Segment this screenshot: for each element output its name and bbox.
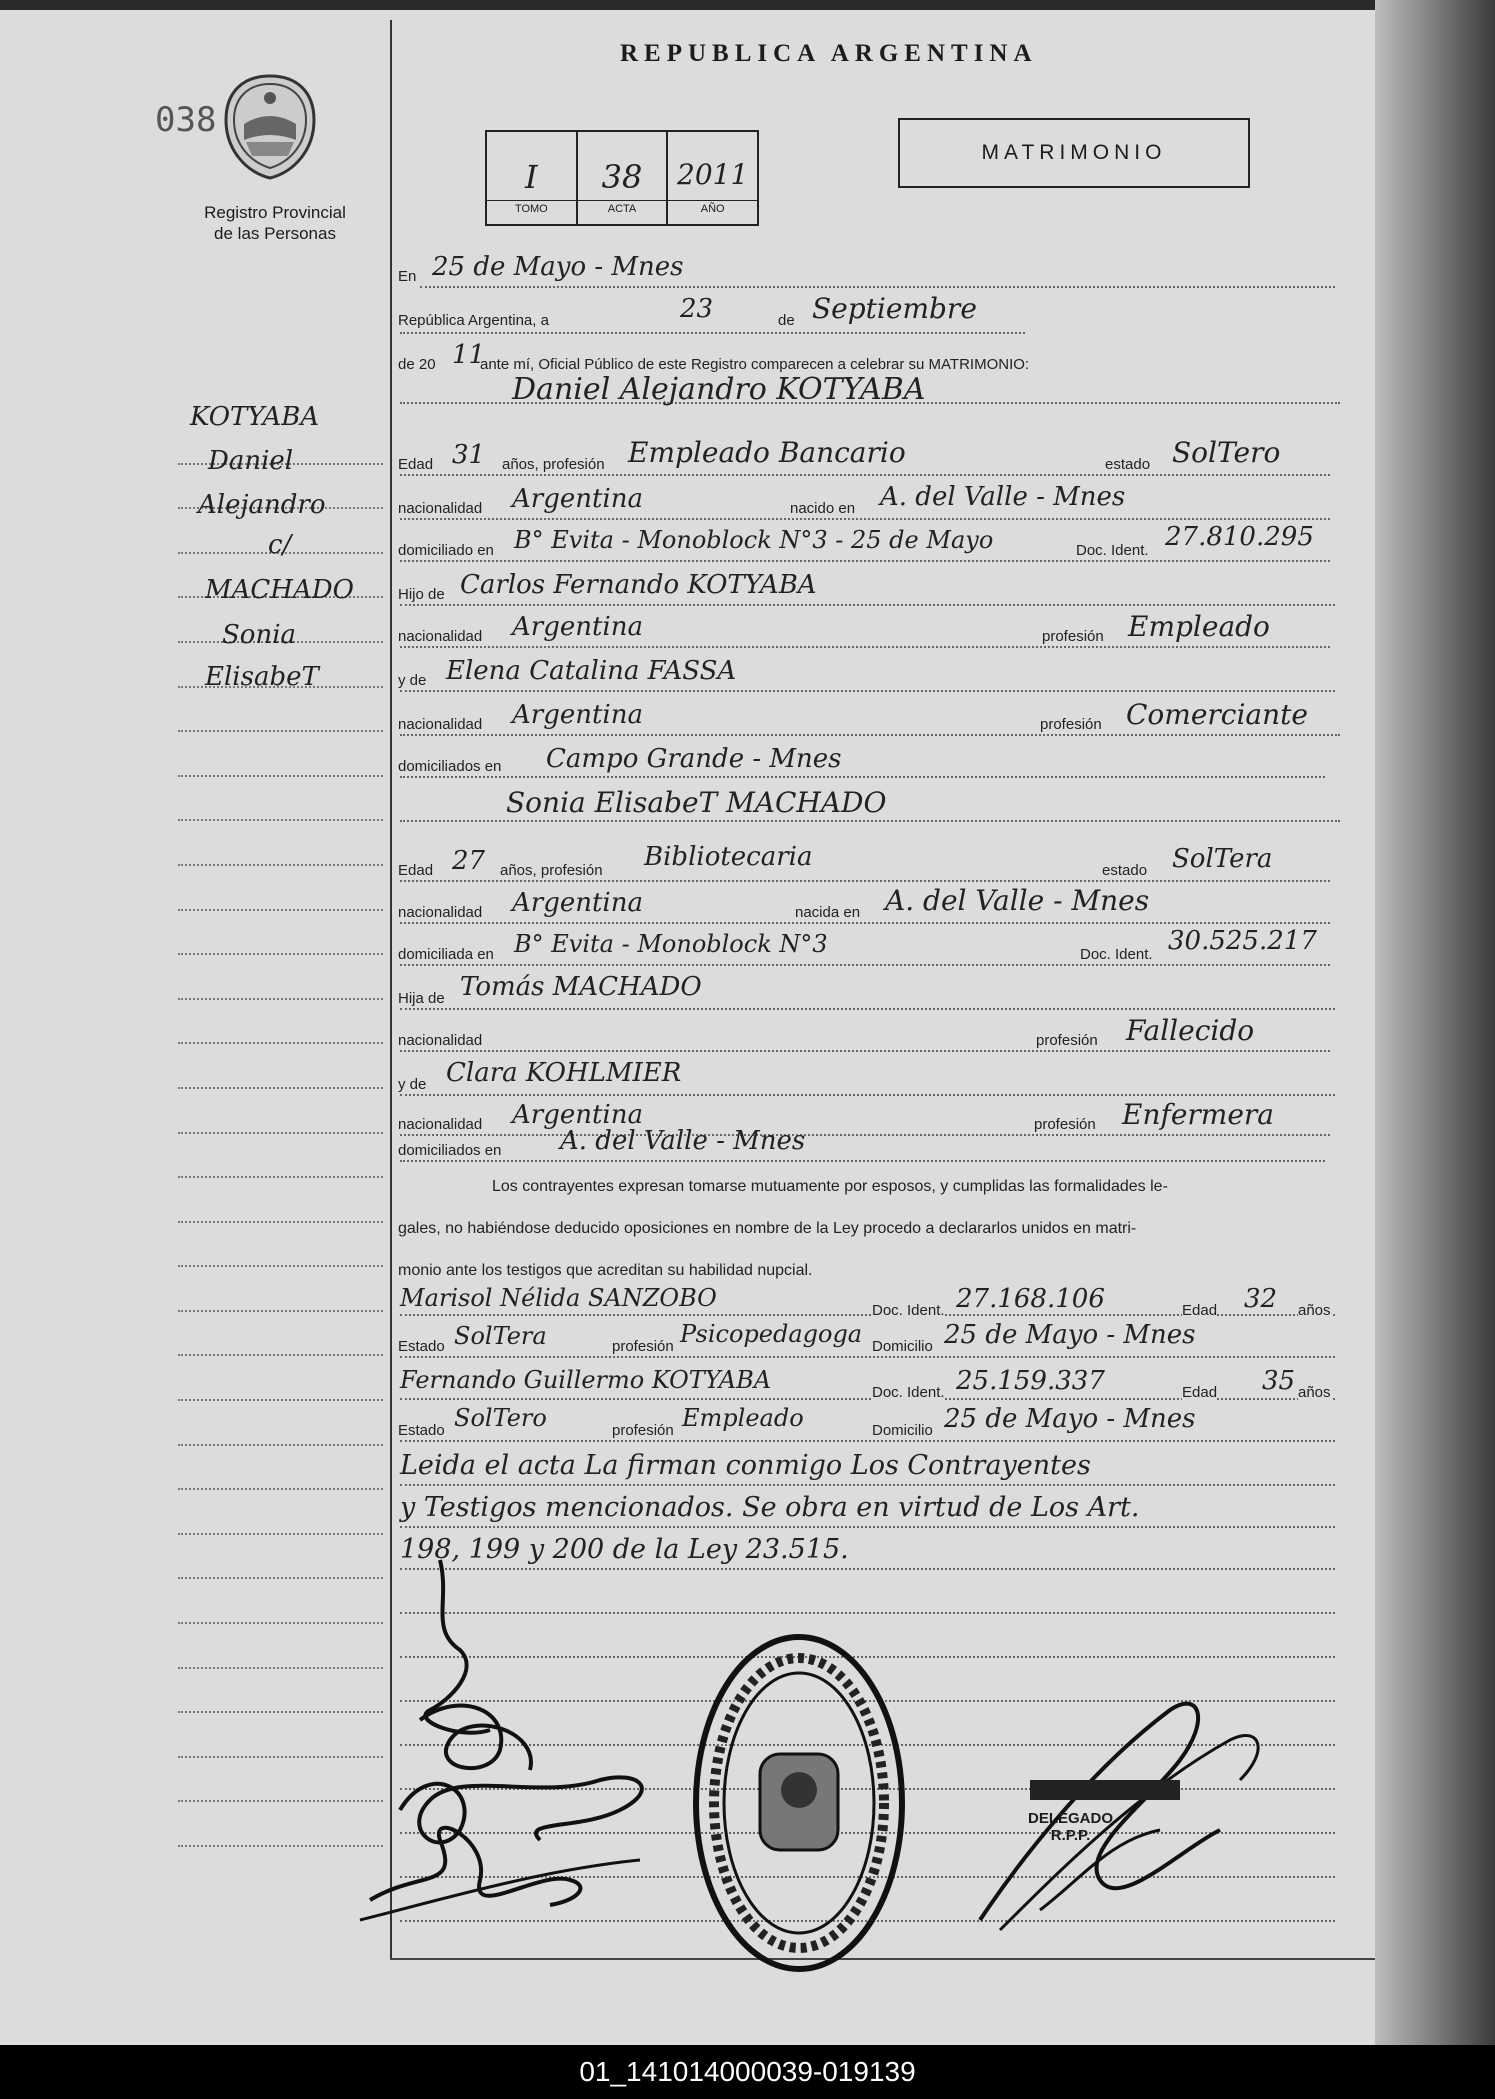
- witness2-name: Fernando Guillermo KOTYABA: [400, 1366, 772, 1394]
- witness2-doc-label: Doc. Ident.: [872, 1384, 945, 1401]
- witness1-name: Marisol Nélida SANZOBO: [400, 1284, 717, 1312]
- ano-value: 2011: [677, 158, 749, 191]
- scan-id: 01_141014000039-019139: [579, 2056, 916, 2087]
- witness2-domicilio: 25 de Mayo - Mnes: [944, 1404, 1196, 1434]
- book-edge: [1375, 0, 1495, 2045]
- year-suffix: 11: [452, 340, 486, 370]
- groom-profesion-label: años, profesión: [502, 456, 605, 473]
- bride-nacida: A. del Valle - Mnes: [885, 884, 1150, 917]
- groom-estado: SolTero: [1172, 436, 1281, 469]
- closing-line-1: Leida el acta La firman conmigo Los Contrayentes: [400, 1450, 1091, 1481]
- tomo-value: I: [525, 158, 538, 196]
- groom-padre-nac: Argentina: [512, 612, 643, 642]
- republica-label: República Argentina, a: [398, 312, 553, 329]
- top-edge: [0, 0, 1375, 10]
- groom-doc-label: Doc. Ident.: [1076, 542, 1149, 559]
- year-prefix: de 20: [398, 356, 436, 373]
- groom-madre-prof-label: profesión: [1040, 716, 1102, 733]
- record-type-box: [898, 118, 1250, 188]
- delegado-title: DELEGADO: [1028, 1810, 1114, 1827]
- delegado-label: [1028, 1810, 1113, 1844]
- groom-doms-label: domiciliados en: [398, 758, 502, 775]
- record-number-box: [485, 130, 759, 226]
- margin-separator: c/: [268, 530, 292, 560]
- groom-madre-nac: Argentina: [512, 700, 643, 730]
- witness2-profesion: Empleado: [682, 1404, 804, 1432]
- bride-profesion-label: años, profesión: [500, 862, 603, 879]
- bride-doc-label: Doc. Ident.: [1080, 946, 1153, 963]
- groom-edad-label: Edad: [398, 456, 434, 473]
- bride-madre: Clara KOHLMIER: [446, 1058, 682, 1088]
- witness1-prof-label: profesión: [612, 1338, 674, 1355]
- witness1-edad: 32: [1244, 1284, 1278, 1314]
- groom-padre-nac-label: nacionalidad: [398, 628, 483, 645]
- registry-name: Registro Provincial de las Personas: [204, 203, 346, 243]
- witness1-doc-label: Doc. Ident.: [872, 1302, 945, 1319]
- bride-padre-prof-label: profesión: [1036, 1032, 1098, 1049]
- signature-contrayentes-icon: [340, 1540, 680, 1940]
- groom-dom-label: domiciliado en: [398, 542, 494, 559]
- groom-nacido: A. del Valle - Mnes: [880, 482, 1126, 512]
- bride-madre-prof-label: profesión: [1034, 1116, 1096, 1133]
- bride-hija-label: Hija de: [398, 990, 445, 1007]
- ano-label: AÑO: [668, 200, 757, 215]
- provincial-seal-icon: [222, 72, 318, 182]
- declaration-line-3: monio ante los testigos que acreditan su habilidad nupcial.: [398, 1262, 813, 1279]
- bride-yde-label: y de: [398, 1076, 427, 1093]
- closing-line-3: 198, 199 y 200 de la Ley 23.515.: [400, 1534, 849, 1565]
- witness1-profesion: Psicopedagoga: [680, 1320, 863, 1348]
- witness2-doc: 25.159.337: [956, 1366, 1105, 1396]
- bride-doms-label: domiciliados en: [398, 1142, 502, 1159]
- statement-text: ante mí, Oficial Público de este Registro comparecen a celebrar su MATRIMONIO:: [480, 356, 1030, 373]
- witness1-estado: SolTera: [454, 1322, 547, 1350]
- bride-estado-label: estado: [1102, 862, 1148, 879]
- groom-madre-nac-label: nacionalidad: [398, 716, 483, 733]
- en-label: En: [398, 268, 417, 285]
- groom-nac-label: nacionalidad: [398, 500, 483, 517]
- bride-padre-prof: Fallecido: [1126, 1014, 1255, 1047]
- groom-padre-prof: Empleado: [1128, 610, 1270, 643]
- declaration-line-1: Los contrayentes expresan tomarse mutuamente por esposos, y cumplidas las formalidades le-: [492, 1178, 1168, 1195]
- bride-edad-label: Edad: [398, 862, 434, 879]
- witness1-dom-label: Domicilio: [872, 1338, 933, 1355]
- month-value: Septiembre: [812, 292, 977, 325]
- groom-padre-prof-label: profesión: [1042, 628, 1104, 645]
- acta-cell: [578, 132, 669, 224]
- closing-line-2: y Testigos mencionados. Se obra en virtud de Los Art.: [400, 1492, 1140, 1523]
- acta-value: 38: [601, 158, 643, 196]
- tomo-label: TOMO: [487, 200, 576, 215]
- de-label: de: [778, 312, 795, 329]
- witness2-estado: SolTero: [454, 1404, 547, 1432]
- record-type: MATRIMONIO: [981, 141, 1167, 164]
- bride-domicilio: B° Evita - Monoblock N°3: [514, 930, 828, 958]
- witness1-edad-label: Edad: [1182, 1302, 1218, 1319]
- place-value: 25 de Mayo - Mnes: [432, 252, 684, 282]
- bride-profesion: Bibliotecaria: [644, 842, 813, 872]
- groom-profesion: Empleado Bancario: [628, 436, 906, 469]
- groom-edad: 31: [452, 440, 486, 470]
- margin-name-groom-1: Daniel: [208, 446, 294, 476]
- scan-id-bar: [0, 2045, 1495, 2099]
- groom-padre: Carlos Fernando KOTYABA: [460, 570, 817, 600]
- witness2-anos-label: años: [1298, 1384, 1331, 1401]
- bride-nacionalidad: Argentina: [512, 888, 643, 918]
- bride-padres-dom: A. del Valle - Mnes: [560, 1126, 806, 1156]
- witness2-edad: 35: [1262, 1366, 1296, 1396]
- bride-edad: 27: [452, 846, 486, 876]
- witness2-edad-label: Edad: [1182, 1384, 1218, 1401]
- bride-padre: Tomás MACHADO: [460, 972, 702, 1002]
- acta-label: ACTA: [578, 200, 667, 215]
- bride-estado: SolTera: [1172, 844, 1273, 874]
- ano-cell: [668, 132, 757, 224]
- margin-name-groom-2: Alejandro: [198, 490, 326, 520]
- witness2-estado-label: Estado: [398, 1422, 445, 1439]
- registry-stamp-icon: [692, 1632, 906, 1974]
- witness1-anos-label: años: [1298, 1302, 1331, 1319]
- groom-yde-label: y de: [398, 672, 427, 689]
- declaration-line-2: gales, no habiéndose deducido oposiciones en nombre de la Ley procedo a declararlos unidos en matri-: [398, 1220, 1137, 1237]
- groom-nacionalidad: Argentina: [512, 484, 643, 514]
- groom-nacido-label: nacido en: [790, 500, 856, 517]
- bride-doc: 30.525.217: [1168, 926, 1317, 956]
- witness1-doc: 27.168.106: [956, 1284, 1105, 1314]
- groom-madre: Elena Catalina FASSA: [446, 656, 737, 686]
- tomo-cell: [487, 132, 578, 224]
- folio-number: 038: [155, 100, 217, 140]
- groom-madre-prof: Comerciante: [1126, 698, 1308, 731]
- groom-name: Daniel Alejandro KOTYABA: [512, 372, 926, 407]
- bride-madre-nac-label: nacionalidad: [398, 1116, 483, 1133]
- margin-surname-groom: KOTYABA: [190, 402, 320, 432]
- witness2-prof-label: profesión: [612, 1422, 674, 1439]
- groom-domicilio: B° Evita - Monoblock N°3 - 25 de Mayo: [514, 526, 994, 554]
- margin-name-bride-1: Sonia: [222, 620, 297, 650]
- margin-surname-bride: MACHADO: [205, 575, 354, 605]
- country-title: REPUBLICA ARGENTINA: [620, 40, 1038, 67]
- day-value: 23: [680, 294, 714, 324]
- witness2-dom-label: Domicilio: [872, 1422, 933, 1439]
- groom-estado-label: estado: [1105, 456, 1151, 473]
- signature-official-icon: [960, 1680, 1300, 1940]
- groom-padres-dom: Campo Grande - Mnes: [546, 744, 842, 774]
- bride-nac-label: nacionalidad: [398, 904, 483, 921]
- groom-hijo-label: Hijo de: [398, 586, 445, 603]
- groom-doc: 27.810.295: [1165, 522, 1314, 552]
- delegado-subtitle: R.P.P.: [1050, 1827, 1091, 1844]
- bride-name: Sonia ElisabeT MACHADO: [506, 786, 887, 819]
- bride-madre-prof: Enfermera: [1122, 1098, 1274, 1131]
- margin-name-bride-2: ElisabeT: [205, 662, 319, 692]
- witness1-domicilio: 25 de Mayo - Mnes: [944, 1320, 1196, 1350]
- bride-dom-label: domiciliada en: [398, 946, 494, 963]
- bride-padre-nac-label: nacionalidad: [398, 1032, 483, 1049]
- bride-nacida-label: nacida en: [795, 904, 861, 921]
- witness1-estado-label: Estado: [398, 1338, 445, 1355]
- bride-madre-nac: Argentina: [512, 1100, 643, 1130]
